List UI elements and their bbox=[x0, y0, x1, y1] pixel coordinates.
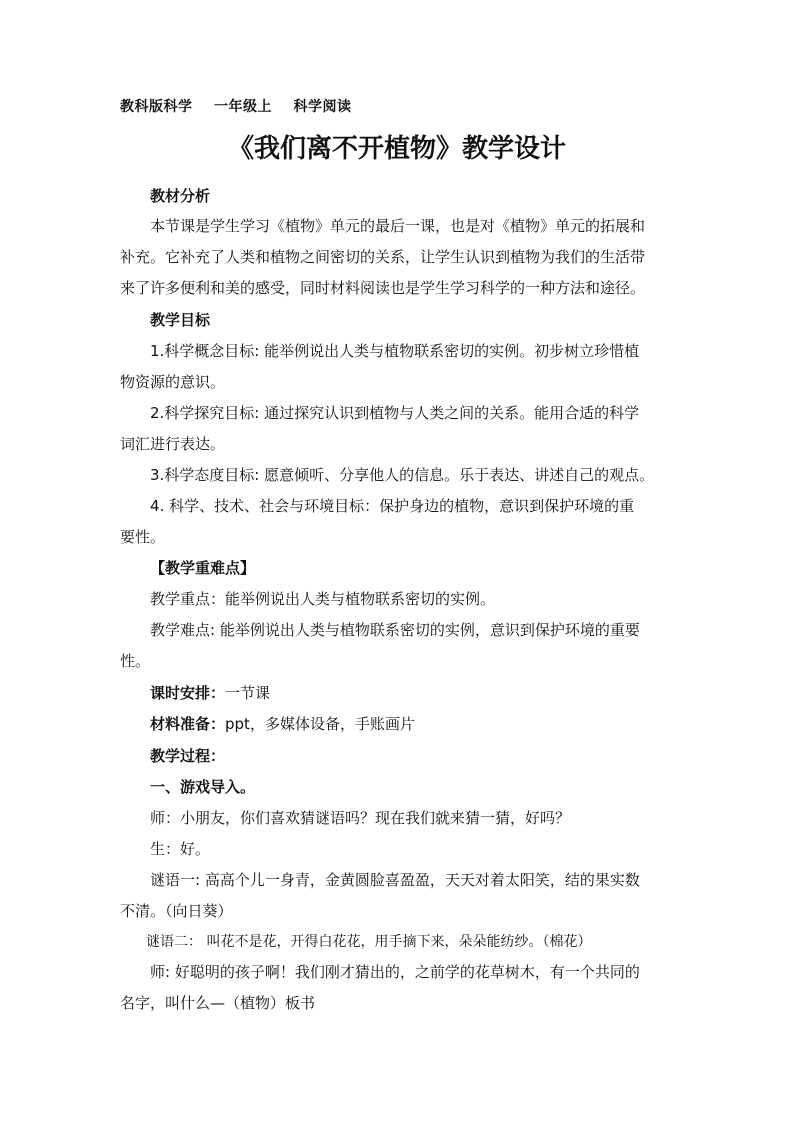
paragraph-line: 教学难点: 能举例说出人类与植物联系密切的实例，意识到保护环境的重要 bbox=[150, 621, 640, 639]
paragraph-line: 师：小朋友，你们喜欢猜谜语吗？现在我们就来猜一猜，好吗？ bbox=[150, 809, 571, 827]
paragraph-line: 1.科学概念目标: 能举例说出人类与植物联系密切的实例。初步树立珍惜植 bbox=[150, 342, 640, 360]
paragraph-line: 名字，叫什么—（植物）板书 bbox=[120, 994, 316, 1012]
section-heading-process: 教学过程： bbox=[150, 747, 226, 765]
paragraph-line: 补充。它补充了人类和植物之间密切的关系，让学生认识到植物为我们的生活带 bbox=[120, 248, 646, 266]
paragraph-line: 3.科学态度目标: 愿意倾听、分享他人的信息。乐于表达、讲述自己的观点。 bbox=[150, 466, 655, 484]
paragraph-line: 性。 bbox=[120, 652, 151, 670]
paragraph-line: 教学重点：能举例说出人类与植物联系密切的实例。 bbox=[150, 590, 496, 608]
class-hours-line bbox=[150, 683, 270, 703]
page-title: 《我们离不开植物》教学设计 bbox=[227, 134, 566, 164]
paragraph-line: 本节课是学生学习《植物》单元的最后一课，也是对《植物》单元的拓展和 bbox=[150, 217, 646, 235]
section-heading-objectives: 教学目标 bbox=[150, 311, 211, 329]
class-hours-label: 课时安排： bbox=[150, 684, 226, 702]
class-hours-value: 一节课 bbox=[225, 684, 271, 702]
paragraph-line: 词汇进行表达。 bbox=[120, 435, 226, 453]
paragraph-line: 来了许多便利和美的感受，同时材料阅读也是学生学习科学的一种方法和途径。 bbox=[120, 279, 646, 297]
materials-value: ppt，多媒体设备，手账画片 bbox=[225, 715, 415, 733]
course-header: 教科版科学 一年级上 科学阅读 bbox=[120, 99, 352, 115]
paragraph-line: 生：好。 bbox=[150, 840, 211, 858]
section-heading-materials: 教材分析 bbox=[150, 187, 211, 205]
paragraph-line: 4. 科学、技术、社会与环境目标：保护身边的植物，意识到保护环境的重 bbox=[150, 497, 635, 515]
paragraph-line: 物资源的意识。 bbox=[120, 373, 226, 391]
section-heading-key-points: 【教学重难点】 bbox=[150, 559, 256, 577]
paragraph-line: 谜语一: 高高个儿一身青，金黄圆脸喜盈盈，天天对着太阳笑，结的果实数 bbox=[150, 871, 640, 889]
paragraph-line: 2.科学探究目标: 通过探究认识到植物与人类之间的关系。能用合适的科学 bbox=[150, 404, 640, 422]
paragraph-line: 要性。 bbox=[120, 528, 166, 546]
subsection-heading-intro: 一、游戏导入。 bbox=[150, 778, 256, 796]
paragraph-line: 不清。（向日葵） bbox=[120, 902, 233, 920]
paragraph-line: 师: 好聪明的孩子啊！我们刚才猜出的，之前学的花草树木，有一个共同的 bbox=[150, 963, 640, 981]
paragraph-line: 谜语二： 叫花不是花，开得白花花，用手摘下来，朵朵能纺纱。（棉花） bbox=[146, 934, 592, 950]
materials-label: 材料准备： bbox=[150, 715, 226, 733]
materials-line bbox=[150, 714, 415, 734]
